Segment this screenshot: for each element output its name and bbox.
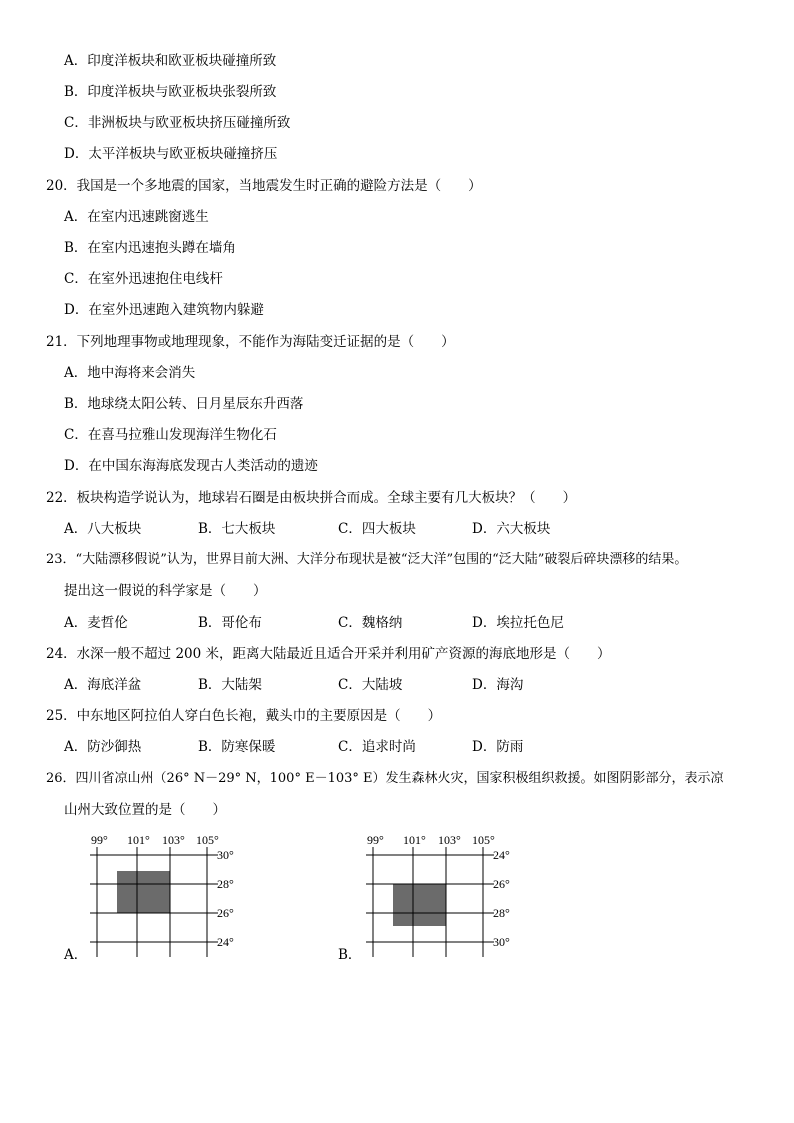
q25-option-d: D．防雨 xyxy=(472,739,524,755)
map-a-lat-label: 26° xyxy=(217,906,234,920)
q25-option-c: C．追求时尚 xyxy=(338,739,416,755)
q24-option-b: B．大陆架 xyxy=(198,677,262,693)
map-b-lon-label: 103° xyxy=(438,833,461,847)
q24-option-a: A．海底洋盆 xyxy=(64,677,142,693)
q19-option-c: C．非洲板块与欧亚板块挤压碰撞所致 xyxy=(64,115,291,131)
map-b-lat-label: 26° xyxy=(493,877,510,891)
map-a-lat-label: 30° xyxy=(217,848,234,862)
q26-stem-line1: 26．四川省凉山州（26° N－29° N，100° E－103° E）发生森林火灾，国家积极组织救援。如图阴影部分，表示凉 xyxy=(46,771,724,786)
map-a-option-label: A． xyxy=(64,947,88,963)
map-b-svg xyxy=(336,830,536,966)
q23-option-b: B．哥伦布 xyxy=(198,615,262,631)
map-b-lat-label: 28° xyxy=(493,906,510,920)
q21-option-c: C．在喜马拉雅山发现海洋生物化石 xyxy=(64,427,277,443)
map-a-shaded-region xyxy=(117,871,170,913)
q23-stem-line1: 23．“大陆漂移假说”认为，世界目前大洲、大洋分布现状是被“泛大洋”包围的“泛大陆”破裂后碎块漂移的结果。 xyxy=(46,552,688,567)
q25-stem: 25．中东地区阿拉伯人穿白色长袍，戴头巾的主要原因是（ ） xyxy=(46,708,442,724)
q19-option-a: A．印度洋板块和欧亚板块碰撞所致 xyxy=(64,53,277,69)
map-b-option-label: B． xyxy=(338,947,362,963)
q22-option-b: B．七大板块 xyxy=(198,521,276,537)
q22-option-d: D．六大板块 xyxy=(472,521,551,537)
q24-option-d: D．海沟 xyxy=(472,677,524,693)
map-a-lon-label: 105° xyxy=(196,833,219,847)
q20-option-d: D．在室外迅速跑入建筑物内躲避 xyxy=(64,302,264,318)
map-b-lon-label: 105° xyxy=(472,833,495,847)
q23-option-d: D．埃拉托色尼 xyxy=(472,615,564,631)
q21-option-a: A．地中海将来会消失 xyxy=(64,365,196,381)
q21-option-d: D．在中国东海海底发现古人类活动的遗迹 xyxy=(64,458,318,474)
q23-stem-line2: 提出这一假说的科学家是（ ） xyxy=(64,583,267,599)
q22-option-a: A．八大板块 xyxy=(64,521,142,537)
q20-option-a: A．在室内迅速跳窗逃生 xyxy=(64,209,209,225)
q23-option-a: A．麦哲伦 xyxy=(64,615,128,631)
map-a-lat-label: 24° xyxy=(217,935,234,949)
map-b-lon-label: 99° xyxy=(367,833,384,847)
q20-stem: 20．我国是一个多地震的国家，当地震发生时正确的避险方法是（ ） xyxy=(46,178,482,194)
map-a-lat-label: 28° xyxy=(217,877,234,891)
q24-option-c: C．大陆坡 xyxy=(338,677,403,693)
q19-option-d: D．太平洋板块与欧亚板块碰撞挤压 xyxy=(64,146,278,162)
q23-option-c: C．魏格纳 xyxy=(338,615,403,631)
map-a-lon-label: 103° xyxy=(162,833,185,847)
q21-option-b: B．地球绕太阳公转、日月星辰东升西落 xyxy=(64,396,304,412)
q22-option-c: C．四大板块 xyxy=(338,521,416,537)
map-b-lon-label: 101° xyxy=(403,833,426,847)
q22-stem: 22．板块构造学说认为，地球岩石圈是由板块拼合而成。全球主要有几大板块？（ ） xyxy=(46,490,577,506)
map-a-svg xyxy=(60,830,260,966)
q24-stem: 24．水深一般不超过 200 米，距离大陆最近且适合开采并利用矿产资源的海底地形是（ ） xyxy=(46,646,611,662)
q25-option-a: A．防沙御热 xyxy=(64,739,142,755)
q19-option-b: B．印度洋板块与欧亚板块张裂所致 xyxy=(64,84,277,100)
q20-option-c: C．在室外迅速抱住电线杆 xyxy=(64,271,223,287)
q20-option-b: B．在室内迅速抱头蹲在墙角 xyxy=(64,240,236,256)
q25-option-b: B．防寒保暖 xyxy=(198,739,276,755)
map-b-shaded-region xyxy=(393,884,446,926)
q26-stem-line2: 山州大致位置的是（ ） xyxy=(64,802,226,818)
map-a-lon-label: 101° xyxy=(127,833,150,847)
q21-stem: 21．下列地理事物或地理现象，不能作为海陆变迁证据的是（ ） xyxy=(46,334,455,350)
map-a xyxy=(60,830,260,966)
map-b xyxy=(336,830,536,966)
map-b-lat-label: 30° xyxy=(493,935,510,949)
map-b-lat-label: 24° xyxy=(493,848,510,862)
map-a-lon-label: 99° xyxy=(91,833,108,847)
